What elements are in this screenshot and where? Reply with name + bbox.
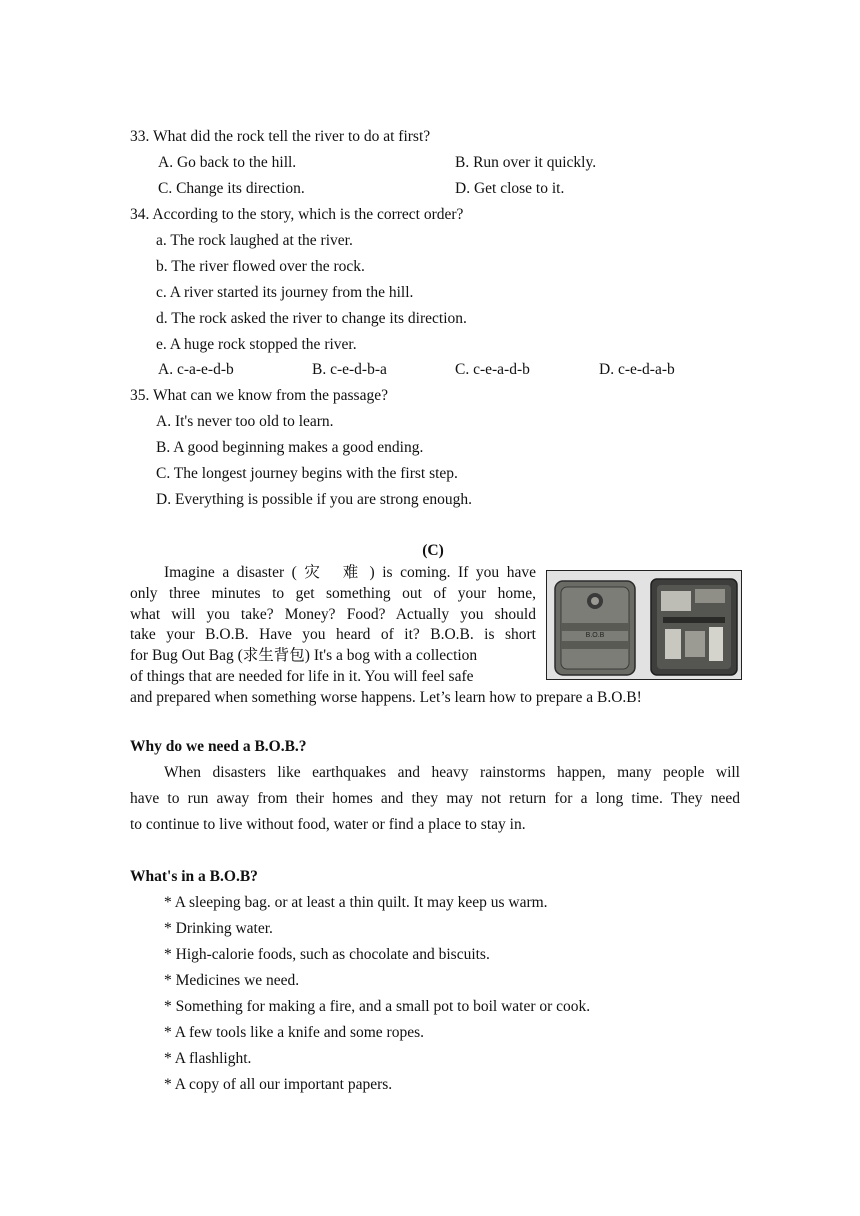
whats-in-heading: What's in a B.O.B? — [130, 868, 258, 885]
q34-event-b: b. The river flowed over the rock. — [156, 258, 365, 275]
q34-option-a: A. c-a-e-d-b — [158, 361, 234, 378]
why-line-2: have to run away from their homes and they may not return for a long time. They need — [130, 790, 740, 807]
q34-event-c: c. A river started its journey from the hill. — [156, 284, 414, 301]
q33-option-c: C. Change its direction. — [158, 180, 305, 197]
q34-question: 34. According to the story, which is the correct order? — [130, 206, 464, 223]
list-item: * Medicines we need. — [164, 972, 300, 989]
bob-bag-photo — [546, 570, 742, 680]
q34-event-e: e. A huge rock stopped the river. — [156, 336, 357, 353]
q35-option-d: D. Everything is possible if you are strong enough. — [156, 491, 472, 508]
q33-question: 33. What did the rock tell the river to do at first? — [130, 128, 431, 145]
q33-option-d: D. Get close to it. — [455, 180, 565, 197]
why-line-3: to continue to live without food, water or find a place to stay in. — [130, 816, 526, 833]
q35-option-a: A. It's never too old to learn. — [156, 413, 334, 430]
intro-last-line: and prepared when something worse happens. Let’s learn how to prepare a B.O.B! — [130, 689, 642, 706]
intro-line-3: what will you take? Money? Food? Actually you should — [130, 605, 536, 623]
list-item: * Drinking water. — [164, 920, 273, 937]
q34-event-d: d. The rock asked the river to change its direction. — [156, 310, 467, 327]
intro-line-4: take your B.O.B. Have you heard of it? B.O.B. is short — [130, 626, 536, 644]
q33-option-b: B. Run over it quickly. — [455, 154, 597, 171]
why-paragraph — [130, 760, 740, 838]
intro-line-2: only three minutes to get something out of your home, — [130, 584, 536, 602]
q34-option-b: B. c-e-d-b-a — [312, 361, 387, 378]
list-item: * A flashlight. — [164, 1050, 252, 1067]
intro-line-5: for Bug Out Bag (求生背包) It's a bog with a collection — [130, 647, 478, 665]
why-line-1: When disasters like earthquakes and heavy rainstorms happen, many people will — [164, 764, 740, 781]
q34-event-a: a. The rock laughed at the river. — [156, 232, 353, 249]
list-item: * A sleeping bag. or at least a thin quilt. It may keep us warm. — [164, 894, 548, 911]
why-heading: Why do we need a B.O.B.? — [130, 738, 307, 755]
q33-option-a: A. Go back to the hill. — [158, 154, 297, 171]
q34-option-d: D. c-e-d-a-b — [599, 361, 675, 378]
q34-option-c: C. c-e-a-d-b — [455, 361, 530, 378]
q35-option-b: B. A good beginning makes a good ending. — [156, 439, 424, 456]
section-c-intro — [130, 563, 536, 688]
list-item: * A few tools like a knife and some ropes. — [164, 1024, 425, 1041]
q35-question: 35. What can we know from the passage? — [130, 387, 388, 404]
list-item: * Something for making a fire, and a small pot to boil water or cook. — [164, 998, 591, 1015]
bag-label: B.O.B — [585, 632, 605, 639]
intro-line-6: of things that are needed for life in it. You will feel safe — [130, 667, 474, 685]
section-c-label: (C) — [422, 542, 444, 559]
list-item: * High-calorie foods, such as chocolate and biscuits. — [164, 946, 490, 963]
intro-line-1: Imagine a disaster ( 灾 难 ) is coming. If you have — [164, 564, 536, 581]
q35-option-c: C. The longest journey begins with the first step. — [156, 465, 458, 482]
bob-bag-illustration — [547, 571, 742, 680]
list-item: * A copy of all our important papers. — [164, 1076, 393, 1093]
